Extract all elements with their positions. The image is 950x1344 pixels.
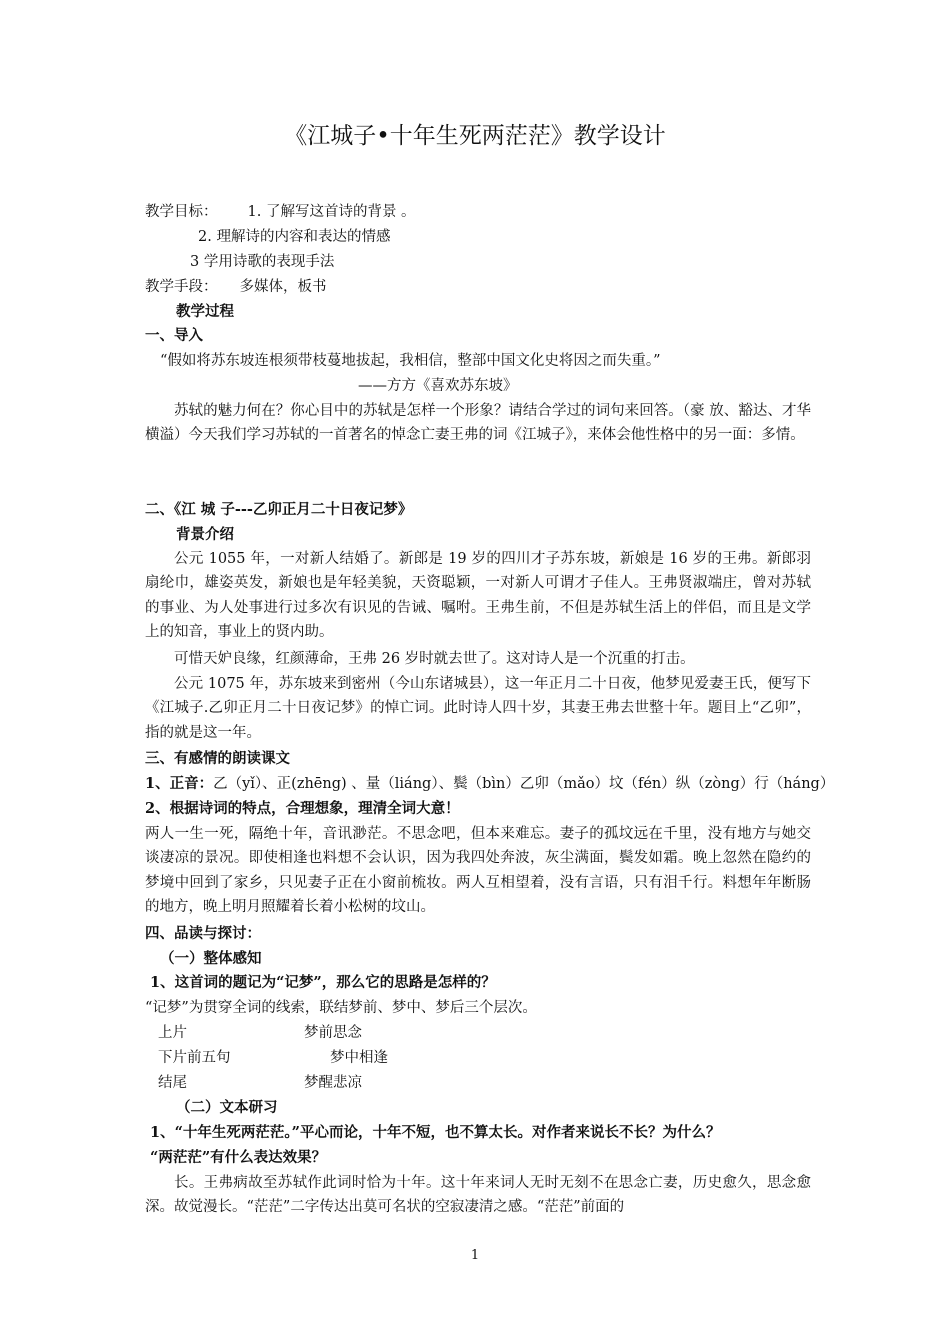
structure-row-3-right: 梦醒悲凉: [304, 1075, 362, 1091]
page-number: 1: [470, 1248, 480, 1263]
structure-row-3-left: 结尾: [158, 1075, 187, 1091]
structure-row-1-left: 上片: [158, 1025, 187, 1041]
translation-paragraph: 两人一生一死，隔绝十年，音讯渺茫。不思念吧，但本来难忘。妻子的孤坟远在千里，没有地方与她交谈凄凉的景况。即使相逢也料想不会认识，因为我四处奔波，灰尘满面，鬓发如霜。晚上忽然在隐约的梦境中回到了家乡，只见妻子正在小窗前梳妆。两人互相望着，没有言语，只有泪千行。料想年年断肠的地方，晚上明月照耀着长着小松树的坟山。: [145, 826, 811, 915]
objective-3: 3 学用诗歌的表现手法: [190, 254, 335, 270]
intro-quote: “假如将苏东坡连根须带枝蔓地拔起，我相信，整部中国文化史将因之而失重。”: [160, 353, 661, 369]
pronunciation-label: 1、正音：: [145, 775, 214, 792]
overall-perception-heading: （一）整体感知: [160, 950, 262, 967]
structure-row-1-right: 梦前思念: [304, 1025, 362, 1041]
answer-1: “记梦”为贯穿全词的线索，联结梦前、梦中、梦后三个层次。: [145, 1000, 537, 1016]
section-1-heading: 一、导入: [145, 327, 203, 344]
objective-1: 1. 了解写这首诗的背景 。: [247, 204, 416, 220]
structure-row-2-left: 下片前五句: [158, 1050, 231, 1066]
structure-row-2-right: 梦中相逢: [330, 1050, 388, 1066]
text-study-heading: （二）文本研习: [176, 1099, 278, 1116]
intro-paragraph: 苏轼的魅力何在？你心目中的苏轼是怎样一个形象？请结合学过的词句来回答。（豪 放、豁达、才华横溢）今天我们学习苏轼的一首著名的悼念亡妻王弗的词《江城子》，来体会他性格中的另一面：多情。: [145, 403, 811, 444]
question-2-line-1: 1、“十年生死两茫茫。”平心而论，十年不短，也不算太长。对作者来说长不长？为什么？: [150, 1124, 721, 1141]
objectives-label: 教学目标：: [145, 204, 218, 220]
document-title: 《江城子•十年生死两茫茫》教学设计: [284, 123, 666, 149]
question-1: 1、这首词的题记为“记梦”，那么它的思路是怎样的？: [150, 974, 496, 991]
section-2-heading: 二、《江 城 子---乙卯正月二十日夜记梦》: [145, 501, 413, 518]
section-4-heading: 四、品读与探讨：: [145, 925, 261, 942]
background-heading: 背景介绍: [176, 526, 234, 543]
imagine-instruction: 2、根据诗词的特点，合理想象，理清全词大意！: [145, 800, 460, 817]
means-line: [145, 275, 810, 299]
pronunciation-line: [145, 772, 835, 796]
pronunciation-text: 乙（yǐ）、正(zhēng) 、量（liáng）、鬓（bìn）乙卯（mǎo）坟（fén）纵（zòng）行（háng）: [213, 776, 835, 792]
means-label: 教学手段：: [145, 279, 218, 295]
means-value: 多媒体，板书: [239, 279, 327, 295]
objective-2: 2. 理解诗的内容和表达的情感: [198, 229, 391, 245]
background-paragraph-3: 公元 1075 年，苏东坡来到密州（今山东诸城县），这一年正月二十日夜，他梦见爱妻王氏，便写下《江城子.乙卯正月二十日夜记梦》的悼亡词。此时诗人四十岁，其妻王弗去世整十年。题目上“乙卯”，指的就是这一年。: [145, 676, 811, 741]
question-2-line-2: “两茫茫”有什么表达效果？: [150, 1149, 327, 1166]
intro-quote-source: ——方方《喜欢苏东坡》: [358, 378, 518, 394]
background-paragraph-1: 公元 1055 年，一对新人结婚了。新郎是 19 岁的四川才子苏东坡，新娘是 16 岁的王弗。新郎羽扇纶巾，雄姿英发，新娘也是年轻美貌，天资聪颖，一对新人可谓才子佳人。王弗贤淑端庄，曾对苏轼的事业、为人处事进行过多次有识见的告诫、嘱咐。王弗生前，不但是苏轼生活上的伴侣，而且是文学上的知音，事业上的贤内助。: [145, 551, 811, 640]
answer-2: 长。王弗病故至苏轼作此词时恰为十年。这十年来词人无时无刻不在思念亡妻，历史愈久，思念愈深。故觉漫长。“茫茫”二字传达出莫可名状的空寂凄清之感。“茫茫”前面的: [145, 1175, 811, 1216]
objectives-line-1: [145, 200, 810, 224]
background-paragraph-2: 可惜天妒良缘，红颜薄命，王弗 26 岁时就去世了。这对诗人是一个沉重的打击。: [174, 651, 695, 667]
process-heading: 教学过程: [176, 303, 234, 320]
section-3-heading: 三、有感情的朗读课文: [145, 750, 290, 767]
